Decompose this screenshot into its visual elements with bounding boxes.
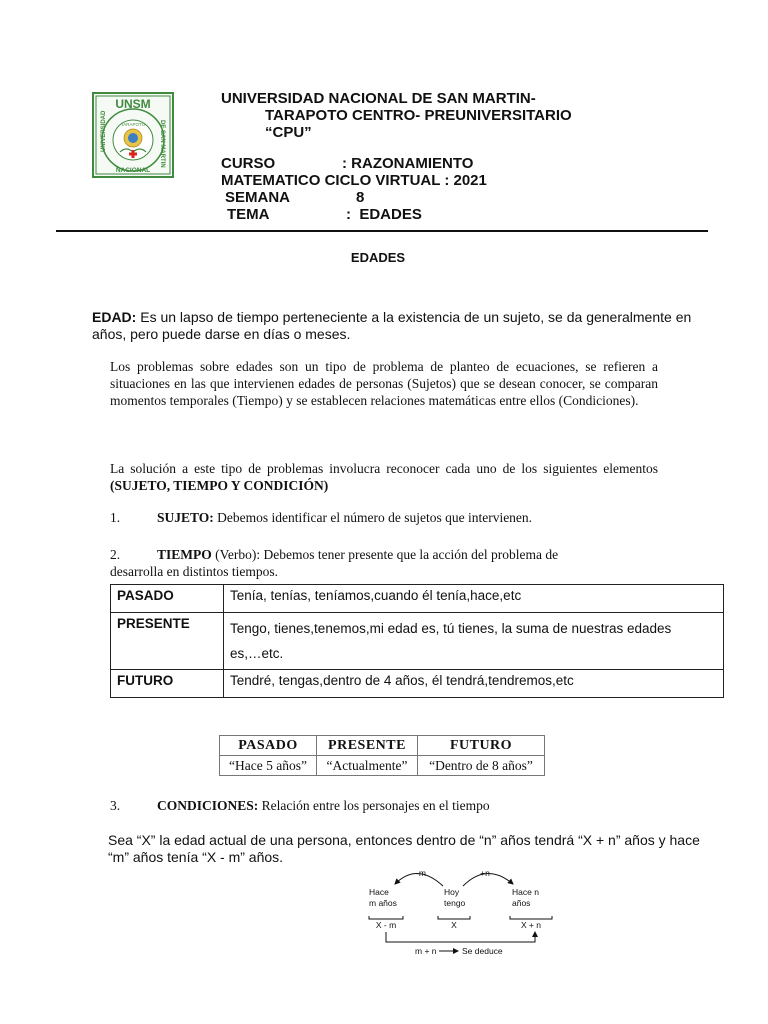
item-1-text: Debemos identificar el número de sujetos que intervienen. bbox=[213, 510, 533, 525]
item-2 bbox=[157, 547, 558, 563]
bottom-sum: m + n bbox=[415, 946, 437, 956]
definition-term: EDAD: bbox=[92, 309, 137, 325]
time-header-presente: PRESENTE bbox=[317, 736, 418, 756]
curso-value-line2: MATEMATICO CICLO VIRTUAL : 2021 bbox=[221, 172, 487, 189]
tema-value: : EDADES bbox=[346, 206, 422, 223]
present-value: X bbox=[451, 920, 457, 930]
header-cpu-line: “CPU” bbox=[265, 124, 312, 141]
elements-paragraph bbox=[110, 460, 658, 494]
item-1-number: 1. bbox=[110, 510, 121, 525]
intro-paragraph: Los problemas sobre edades son un tipo de problema de planteo de ecuaciones, se refieren a situaciones en las que intervienen edades de personas (Sujetos) que se desean conocer, se comparan momentos temporales (Tiempo) y se establecen relaciones matemáticas entre ellos (Condiciones). bbox=[110, 359, 658, 408]
logo-ring-left: UNIVERSIDAD bbox=[101, 110, 107, 152]
item-2-text: (Verbo): Debemos tener presente que la acción del problema de bbox=[211, 547, 559, 562]
arc-right-label: +n bbox=[480, 868, 490, 878]
future-value: X + n bbox=[520, 920, 542, 930]
item-1 bbox=[157, 510, 532, 526]
past-label-2: m años bbox=[369, 898, 397, 908]
tense-label-futuro: FUTURO bbox=[111, 670, 224, 698]
past-value: X - m bbox=[375, 920, 397, 930]
page-title: EDADES bbox=[350, 250, 406, 265]
time-cell-pasado: “Hace 5 años” bbox=[220, 756, 317, 776]
time-table bbox=[219, 735, 545, 776]
elements-text: La solución a este tipo de problemas involucra reconocer cada uno de los siguientes elementos bbox=[110, 461, 658, 476]
table-row bbox=[111, 585, 724, 613]
future-label-2: años bbox=[512, 898, 531, 908]
item-3-label: CONDICIONES: bbox=[157, 798, 259, 813]
future-label-1: Hace n bbox=[512, 887, 539, 897]
bottom-text: Se deduce bbox=[462, 946, 503, 956]
elements-bold: (SUJETO, TIEMPO Y CONDICIÓN) bbox=[110, 478, 329, 493]
tense-table bbox=[110, 584, 724, 698]
tense-value-presente-line1: Tengo, tienes,tenemos,mi edad es, tú tienes, la suma de nuestras edades bbox=[230, 621, 672, 636]
semana-value: 8 bbox=[356, 189, 365, 206]
time-header-pasado: PASADO bbox=[220, 736, 317, 756]
curso-value: : RAZONAMIENTO bbox=[342, 155, 474, 172]
tense-value-presente-line2: es,…etc. bbox=[230, 646, 284, 661]
tense-value-futuro: Tendré, tengas,dentro de 4 años, él tendrá,tendremos,etc bbox=[224, 670, 724, 698]
item-3-number: 3. bbox=[110, 798, 121, 813]
bottom-connector bbox=[386, 932, 535, 942]
logo-top-text: UNSM bbox=[115, 97, 151, 111]
logo-ring-right: DE SAN MARTIN bbox=[159, 120, 165, 168]
definition-text: Es un lapso de tiempo perteneciente a la existencia de un sujeto, se da generalmente en años, pero puede darse en días o meses. bbox=[92, 309, 692, 342]
time-cell-presente: “Actualmente” bbox=[317, 756, 418, 776]
tense-label-presente: PRESENTE bbox=[111, 613, 224, 670]
present-label-2: tengo bbox=[444, 898, 466, 908]
age-timeline-diagram bbox=[355, 862, 565, 962]
university-logo bbox=[92, 92, 174, 178]
time-header-futuro: FUTURO bbox=[418, 736, 545, 756]
header-university-line: UNIVERSIDAD NACIONAL DE SAN MARTIN- bbox=[221, 90, 536, 107]
semana-label: SEMANA bbox=[225, 189, 291, 206]
time-cell-futuro: “Dentro de 8 años” bbox=[418, 756, 545, 776]
header-center-line: TARAPOTO CENTRO- PREUNIVERSITARIO bbox=[265, 107, 572, 124]
header-divider bbox=[56, 230, 708, 232]
tema-label: TEMA bbox=[227, 206, 270, 223]
logo-inner-text: TARAPOTO bbox=[120, 122, 146, 127]
past-label-1: Hace bbox=[369, 887, 389, 897]
item-2-label: TIEMPO bbox=[157, 547, 212, 562]
item-3-text: Relación entre los personajes en el tiempo bbox=[258, 798, 490, 813]
logo-ring-bottom: NACIONAL bbox=[115, 167, 151, 174]
table-row bbox=[111, 613, 724, 670]
arc-left-label: -m bbox=[416, 868, 426, 878]
condition-paragraph: Sea “X” la edad actual de una persona, entonces dentro de “n” años tendrá “X + n” años y hace “m” años tenía “X - m” años. bbox=[108, 832, 700, 865]
tense-label-pasado: PASADO bbox=[111, 585, 224, 613]
table-row bbox=[220, 736, 545, 756]
item-3 bbox=[157, 798, 490, 814]
table-row bbox=[111, 670, 724, 698]
present-label-1: Hoy bbox=[444, 887, 460, 897]
item-2-text-line2: desarrolla en distintos tiempos. bbox=[110, 564, 278, 579]
definition-paragraph bbox=[92, 309, 716, 343]
table-row bbox=[220, 756, 545, 776]
curso-label: CURSO bbox=[221, 155, 276, 172]
item-1-label: SUJETO: bbox=[157, 510, 214, 525]
item-2-number: 2. bbox=[110, 547, 121, 562]
tense-value-pasado: Tenía, tenías, teníamos,cuando él tenía,hace,etc bbox=[224, 585, 724, 613]
tense-value-presente bbox=[224, 613, 724, 670]
